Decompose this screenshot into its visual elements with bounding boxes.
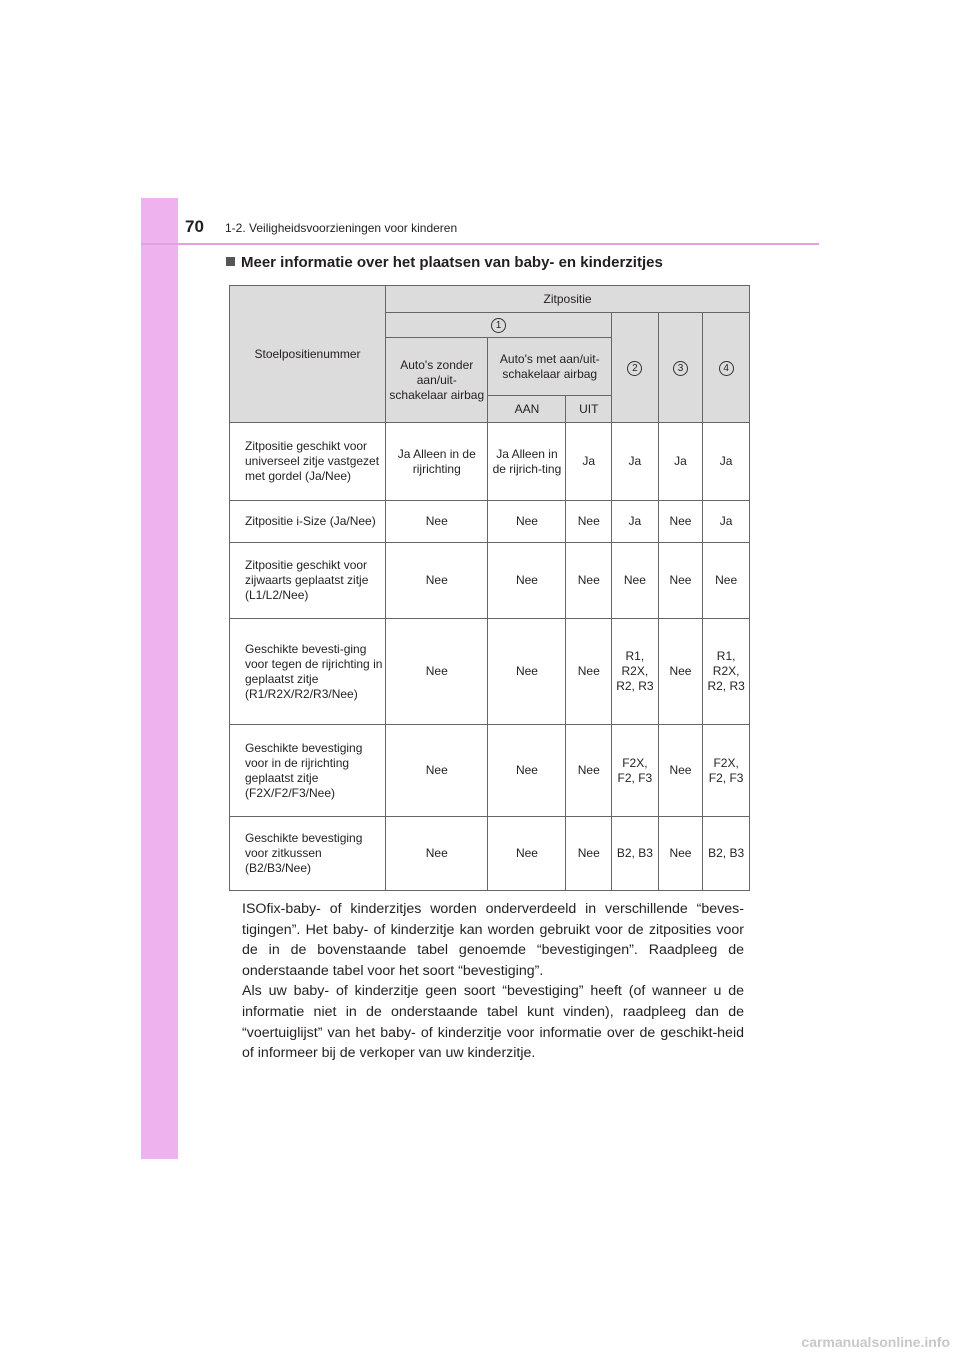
table-row [230,543,750,619]
table-cell: Nee [488,725,566,817]
table-cell: Nee [386,725,488,817]
seat-1-header [386,313,612,338]
table-row [230,817,750,891]
without-switch-header: Auto's zonder aan/uit-schakelaar airbag [386,338,488,423]
table-cell: Ja Alleen in de rijrichting [386,423,488,501]
seat-number-2: 2 [627,361,642,376]
seat-position-table [229,285,750,891]
table-cell: Ja Alleen in de rijrich-ting [488,423,566,501]
on-header: AAN [488,396,566,423]
table-cell: F2X, F2, F3 [612,725,659,817]
table-cell: Nee [612,543,659,619]
section-heading [226,254,663,271]
table-cell: Nee [703,543,750,619]
body-paragraph-2: Als uw baby- of kinderzitje geen soort “bevestiging” heeft (of wanneer u de informatie niet in de onderstaande tabel kunt vinden), raadpleeg dan de “voertuiglijst” van het baby- of kinderzitje voor informatie over de geschikt-heid of informeer bij de verkoper van uw kinderzitje. [242,983,744,1062]
table-cell: Ja [612,501,659,543]
seat-4-header [703,313,750,423]
table-cell: Nee [386,501,488,543]
table-cell: Nee [658,817,703,891]
row-header-cell: Stoelpositienummer [230,286,386,423]
table-cell: Ja [658,423,703,501]
table-cell: Ja [566,423,612,501]
table-cell: Nee [386,543,488,619]
table-cell: Nee [566,543,612,619]
table-cell: Nee [566,725,612,817]
table-cell: Ja [703,423,750,501]
off-header: UIT [566,396,612,423]
body-text [242,899,744,1064]
table-cell: B2, B3 [703,817,750,891]
table-row [230,423,750,501]
seat-3-header [658,313,703,423]
chapter-title: 1-2. Veiligheidsvoorzieningen voor kinderen [225,221,458,235]
row-label: Geschikte bevestiging voor zitkussen (B2/B3/Nee) [230,817,386,891]
table-cell: R1, R2X, R2, R3 [703,619,750,725]
header-rule [141,243,819,245]
table-row [230,619,750,725]
footer-watermark: carmanualsonline.info [801,1334,950,1350]
table-cell: B2, B3 [612,817,659,891]
seat-number-3: 3 [673,361,688,376]
side-tab-bar [141,198,178,1159]
table-cell: Nee [488,543,566,619]
seat-number-1: 1 [491,318,506,333]
bullet-square-icon [226,257,235,266]
table-row [230,501,750,543]
table-cell: Nee [658,543,703,619]
table-cell: Nee [386,619,488,725]
row-label: Geschikte bevestiging voor in de rijrichting geplaatst zitje (F2X/F2/F3/Nee) [230,725,386,817]
table-cell: Ja [612,423,659,501]
group-header-cell: Zitpositie [386,286,750,313]
row-label: Zitpositie geschikt voor universeel zitje vastgezet met gordel (Ja/Nee) [230,423,386,501]
with-switch-header: Auto's met aan/uit-schakelaar airbag [488,338,612,396]
page-number: 70 [185,217,204,236]
table-cell: Nee [488,817,566,891]
table-cell: Nee [566,501,612,543]
table-cell: Nee [488,501,566,543]
table-cell: Nee [658,725,703,817]
table-cell: Nee [658,619,703,725]
table-cell: F2X, F2, F3 [703,725,750,817]
row-label: Zitpositie geschikt voor zijwaarts geplaatst zitje (L1/L2/Nee) [230,543,386,619]
section-heading-text: Meer informatie over het plaatsen van baby- en kinderzitjes [241,254,663,271]
seat-2-header [612,313,659,423]
table-cell: Nee [566,817,612,891]
body-paragraph-1: ISOfix-baby- of kinderzitjes worden onderverdeeld in verschillende “beves-tigingen”. Het baby- of kinderzitje kan worden gebruikt voor de zitposities voor de in de bovenstaande tabel genoemde “bevestigingen”. Raadpleeg de onderstaande tabel voor het soort “bevestiging”. [242,901,744,979]
table-row [230,725,750,817]
table-cell: Nee [488,619,566,725]
table-cell: Ja [703,501,750,543]
table-cell: Nee [566,619,612,725]
table-cell: Nee [386,817,488,891]
seat-number-4: 4 [719,361,734,376]
table-cell: Nee [658,501,703,543]
table-cell: R1, R2X, R2, R3 [612,619,659,725]
row-label: Geschikte bevesti-ging voor tegen de rijrichting in geplaatst zitje (R1/R2X/R2/R3/Nee) [230,619,386,725]
row-label: Zitpositie i-Size (Ja/Nee) [230,501,386,543]
